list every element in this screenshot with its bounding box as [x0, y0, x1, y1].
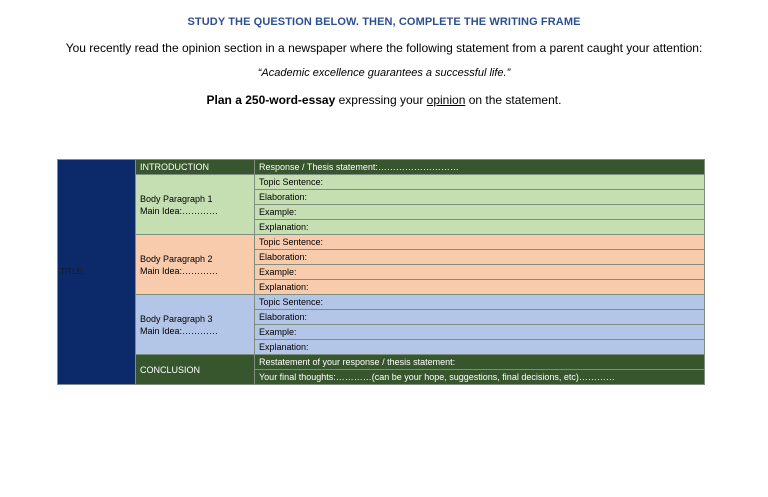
thesis-prompt[interactable]: Response / Thesis statement:……………………… — [255, 160, 705, 175]
bp1-main-idea[interactable]: Main Idea:………… — [140, 205, 219, 216]
bp2-explanation[interactable]: Explanation: — [255, 280, 705, 295]
task-suffix: on the statement. — [465, 93, 562, 107]
intro-row — [58, 160, 705, 175]
body-paragraph-3-label — [136, 295, 255, 355]
conclusion-final-thoughts[interactable]: Your final thoughts:…………(can be your hope, suggestions, final decisions, etc)………… — [255, 370, 705, 385]
task-middle: expressing your — [335, 93, 427, 107]
bp2-elaboration[interactable]: Elaboration: — [255, 250, 705, 265]
body-paragraph-1-label — [136, 175, 255, 235]
title-cell[interactable] — [58, 160, 136, 385]
conclusion-row — [58, 355, 705, 370]
body-paragraph-2-label — [136, 235, 255, 295]
intro-text: You recently read the opinion section in a newspaper where the following statement from a parent caught your attention: — [65, 41, 703, 55]
quote-text: “Academic excellence guarantees a successful life.” — [257, 67, 511, 79]
task-prefix: Plan a 250-word-essay — [206, 93, 336, 107]
bp2-example[interactable]: Example: — [255, 265, 705, 280]
bp3-main-idea[interactable]: Main Idea:………… — [140, 325, 219, 336]
bp1-explanation[interactable]: Explanation: — [255, 220, 705, 235]
conclusion-restatement[interactable]: Restatement of your response / thesis statement: — [255, 355, 705, 370]
bp3-elaboration[interactable]: Elaboration: — [255, 310, 705, 325]
title-label: TITLE: — [60, 267, 85, 276]
task-text — [0, 93, 768, 107]
bp1-elaboration[interactable]: Elaboration: — [255, 190, 705, 205]
bp2-main-idea[interactable]: Main Idea:………… — [140, 265, 219, 276]
bp2-title: Body Paragraph 2 — [140, 253, 213, 264]
bp1-title: Body Paragraph 1 — [140, 193, 213, 204]
bp3-row — [58, 295, 705, 310]
bp1-row — [58, 175, 705, 190]
bp2-row — [58, 235, 705, 250]
bp3-title: Body Paragraph 3 — [140, 313, 213, 324]
bp1-topic-sentence[interactable]: Topic Sentence: — [255, 175, 705, 190]
bp3-topic-sentence[interactable]: Topic Sentence: — [255, 295, 705, 310]
task-underlined: opinion — [426, 93, 466, 107]
page-heading: STUDY THE QUESTION BELOW. THEN, COMPLETE THE WRITING FRAME — [187, 16, 581, 28]
bp3-example[interactable]: Example: — [255, 325, 705, 340]
introduction-label: INTRODUCTION — [136, 160, 255, 175]
bp2-topic-sentence[interactable]: Topic Sentence: — [255, 235, 705, 250]
conclusion-label: CONCLUSION — [136, 355, 255, 385]
writing-frame-table — [57, 159, 705, 385]
bp1-example[interactable]: Example: — [255, 205, 705, 220]
bp3-explanation[interactable]: Explanation: — [255, 340, 705, 355]
